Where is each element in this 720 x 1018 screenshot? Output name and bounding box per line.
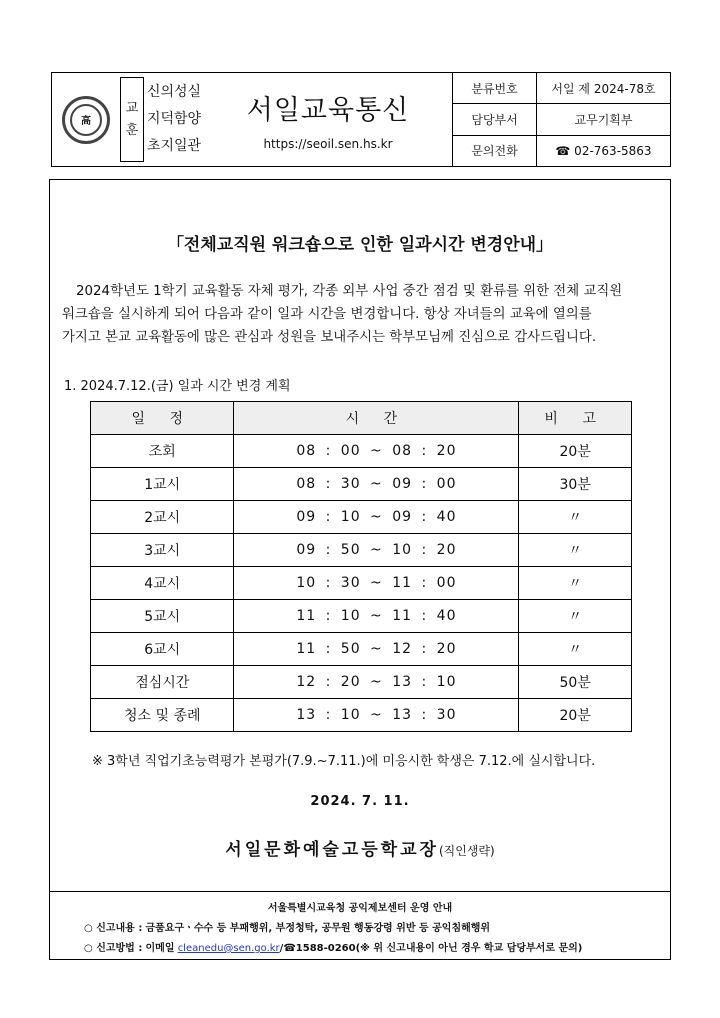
meta-value-classification: 서일 제 2024-78호 <box>537 73 670 104</box>
sender-block <box>50 835 670 860</box>
school-url[interactable]: https://seoil.sen.hs.kr <box>263 137 393 151</box>
sender-stamp: (직인생략) <box>438 844 495 858</box>
row-remark: 20분 <box>519 699 632 732</box>
publication-title-block <box>204 73 452 166</box>
meta-key-department: 담당부서 <box>453 104 537 135</box>
motto-line-2: 지덕함양 <box>146 111 202 127</box>
report-email-link[interactable]: cleanedu@sen.go.kr <box>177 943 280 954</box>
report-method-suffix: /☎1588-0260(※ 위 신고내용이 아닌 경우 학교 담당부서로 문의) <box>279 943 583 954</box>
newsletter-header <box>51 72 671 167</box>
schedule-row <box>91 600 632 633</box>
row-remark: 50분 <box>519 666 632 699</box>
meta-value-department: 교무기획부 <box>537 104 670 135</box>
schedule-row <box>91 534 632 567</box>
row-remark: 〃 <box>519 567 632 600</box>
schedule-header-row <box>91 402 632 435</box>
report-method-prefix: 이메일 <box>145 943 175 954</box>
issue-date: 2024. 7. 11. <box>310 794 410 809</box>
row-period: 청소 및 종례 <box>91 699 234 732</box>
publication-title: 서일교육통신 <box>246 95 410 126</box>
schedule-row <box>91 567 632 600</box>
header-left <box>52 73 453 166</box>
school-motto-block <box>120 73 204 166</box>
meta-key-classification: 분류번호 <box>453 73 537 104</box>
header-time: 시 간 <box>234 402 519 435</box>
document-meta-table <box>453 73 670 166</box>
row-remark: 〃 <box>519 534 632 567</box>
header-remarks: 비 고 <box>519 402 632 435</box>
meta-value-phone: ☎ 02-763-5863 <box>555 143 652 158</box>
motto-line-3: 초지일관 <box>146 138 202 154</box>
paragraph-line-3: 가지고 본교 교육활동에 많은 관심과 성원을 보내주시는 학부모님께 진심으로 감사드립니다. <box>62 330 597 345</box>
schedule-table <box>90 401 632 732</box>
motto-tag-char-1: 교 <box>125 100 139 116</box>
footer-report-content <box>84 919 670 934</box>
schedule-rows <box>91 435 632 732</box>
schedule-row <box>91 699 632 732</box>
sender-name: 서일문화예술고등학교장 <box>225 840 439 860</box>
paragraph-line-2: 워크숍을 실시하게 되어 다음과 같이 일과 시간을 변경합니다. 항상 자녀들의 교육에 열의를 <box>62 307 592 322</box>
whistleblower-footer <box>50 891 670 960</box>
row-remark: 〃 <box>519 501 632 534</box>
school-emblem <box>52 73 120 166</box>
motto-tag <box>120 77 144 162</box>
footer-report-method <box>84 939 670 954</box>
schedule-row <box>91 666 632 699</box>
paragraph-line-1: 2024학년도 1학기 교육활동 자체 평가, 각종 외부 사업 중간 점검 및 환류를 위한 전체 교직원 <box>76 284 623 299</box>
row-period: 점심시간 <box>91 666 234 699</box>
row-time: 11 : 10 ~ 11 : 40 <box>234 600 519 633</box>
meta-key-phone: 문의전화 <box>453 136 537 166</box>
row-period: 2교시 <box>91 501 234 534</box>
row-time: 08 : 30 ~ 09 : 00 <box>234 468 519 501</box>
row-remark: 〃 <box>519 633 632 666</box>
row-period: 조회 <box>91 435 234 468</box>
notice-body <box>49 179 671 960</box>
row-time: 13 : 10 ~ 13 : 30 <box>234 699 519 732</box>
row-time: 09 : 10 ~ 09 : 40 <box>234 501 519 534</box>
report-method-label: ○ 신고방법 : <box>84 943 143 954</box>
row-remark: 20분 <box>519 435 632 468</box>
note-text: ※ 3학년 직업기초능력평가 본평가(7.9.~7.11.)에 미응시한 학생은 7.12.에 실시합니다. <box>92 754 596 769</box>
motto-tag-char-2: 훈 <box>125 122 139 138</box>
section-heading: 1. 2024.7.12.(금) 일과 시간 변경 계획 <box>64 379 291 394</box>
row-remark: 30분 <box>519 468 632 501</box>
row-remark: 〃 <box>519 600 632 633</box>
row-period: 3교시 <box>91 534 234 567</box>
row-time: 08 : 00 ~ 08 : 20 <box>234 435 519 468</box>
report-content-text: 금품요구ㆍ수수 등 부패행위, 부정청탁, 공무원 행동강령 위반 등 공익침해행위 <box>145 923 491 934</box>
schedule-row <box>91 633 632 666</box>
schedule-row <box>91 501 632 534</box>
schedule-row <box>91 435 632 468</box>
notice-title: 「전체교직원 워크숍으로 인한 일과시간 변경안내」 <box>166 235 554 255</box>
row-time: 12 : 20 ~ 13 : 10 <box>234 666 519 699</box>
row-period: 1교시 <box>91 468 234 501</box>
row-time: 09 : 50 ~ 10 : 20 <box>234 534 519 567</box>
emblem-outer-ring <box>62 96 110 144</box>
header-schedule: 일 정 <box>91 402 234 435</box>
footer-title: 서울특별시교육청 공익제보센터 운영 안내 <box>267 903 453 914</box>
motto-line-1: 신의성실 <box>146 84 202 100</box>
row-period: 6교시 <box>91 633 234 666</box>
row-period: 4교시 <box>91 567 234 600</box>
emblem-inner: 高 <box>70 104 102 136</box>
row-time: 10 : 30 ~ 11 : 00 <box>234 567 519 600</box>
report-content-label: ○ 신고내용 : <box>84 923 143 934</box>
motto-lines <box>144 73 204 166</box>
notice-paragraph <box>62 280 658 349</box>
row-time: 11 : 50 ~ 12 : 20 <box>234 633 519 666</box>
row-period: 5교시 <box>91 600 234 633</box>
schedule-row <box>91 468 632 501</box>
